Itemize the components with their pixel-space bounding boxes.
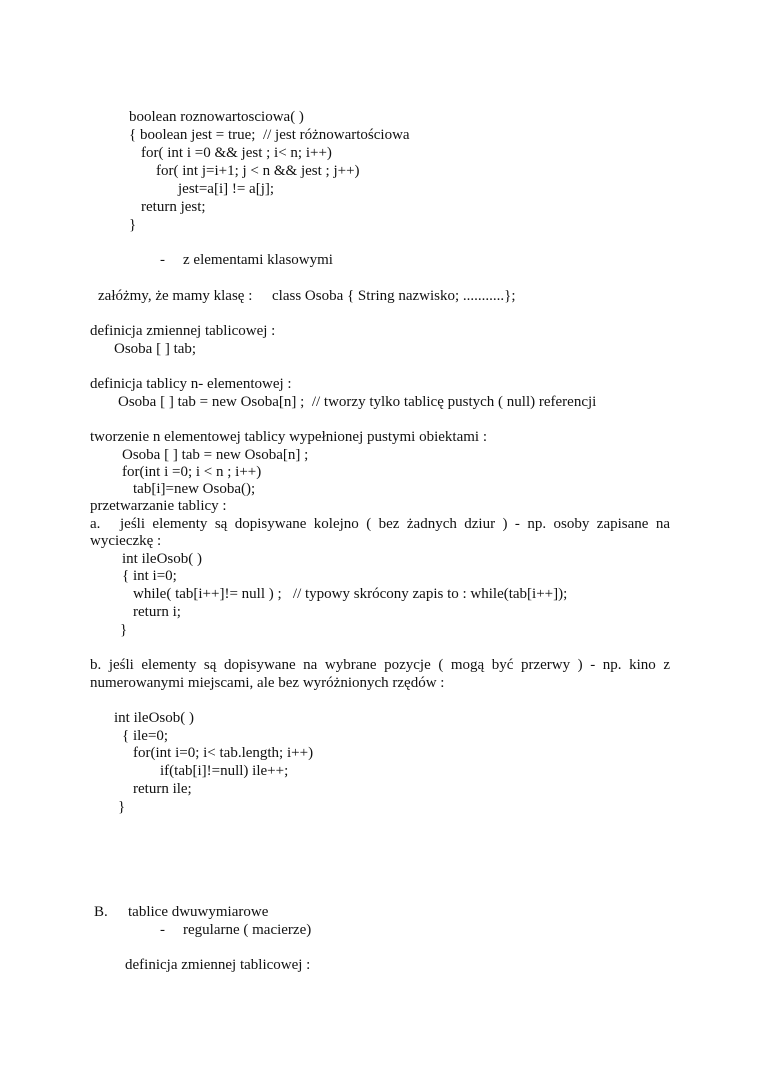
a-code-1: int ileOsob( ) — [122, 551, 202, 567]
item-a-text-line1: jeśli elementy są dopisywane kolejno ( bez żadnych dziur ) - np. osoby zapisane na — [120, 516, 670, 532]
item-b-text-line1: b. jeśli elementy są dopisywane na wybrane pozycje ( mogą być przerwy ) - np. kino z — [90, 657, 670, 673]
code-line-method1-signature: boolean roznowartosciowa( ) — [129, 109, 304, 125]
b-code-3: for(int i=0; i< tab.length; i++) — [133, 745, 314, 761]
creation-code-3: tab[i]=new Osoba(); — [133, 481, 256, 497]
var-def-heading: definicja zmiennej tablicowej : — [90, 323, 276, 339]
code-line-method1-2: { boolean jest = true; // jest różnowartościowa — [129, 127, 410, 143]
section-b-title: tablice dwuwymiarowe — [128, 904, 269, 920]
code-line-method1-6: return jest; — [141, 199, 206, 215]
b-code-2: { ile=0; — [122, 728, 169, 744]
creation-code-2: for(int i =0; i < n ; i++) — [122, 464, 262, 480]
b-code-1: int ileOsob( ) — [114, 710, 194, 726]
code-line-method1-4: for( int j=i+1; j < n && jest ; j++) — [156, 163, 360, 179]
bullet-dash: - — [160, 252, 165, 268]
creation-code-1: Osoba [ ] tab = new Osoba[n] ; — [122, 447, 309, 463]
section-b-label: B. — [94, 904, 108, 920]
processing-heading: przetwarzanie tablicy : — [90, 498, 227, 514]
a-code-2: { int i=0; — [122, 568, 177, 584]
bullet-class-elements: z elementami klasowymi — [183, 252, 333, 268]
b-code-4: if(tab[i]!=null) ile++; — [160, 763, 289, 779]
assume-text: załóżmy, że mamy klasę : — [98, 288, 253, 304]
section-b-bullet-text: regularne ( macierze) — [183, 922, 312, 938]
a-code-4: return i; — [133, 604, 181, 620]
code-line-method1-3: for( int i =0 && jest ; i< n; i++) — [141, 145, 332, 161]
a-code-5: } — [120, 622, 128, 638]
class-declaration: class Osoba { String nazwisko; ...........}; — [272, 288, 516, 304]
array-def-code: Osoba [ ] tab = new Osoba[n] ; // tworzy tylko tablicę pustych ( null) referencji — [118, 394, 597, 410]
b-code-6: } — [118, 799, 126, 815]
code-line-method1-5: jest=a[i] != a[j]; — [178, 181, 275, 197]
section-b-bullet-dash: - — [160, 922, 165, 938]
item-a-text-line2: wycieczkę : — [90, 533, 162, 549]
item-a-label: a. — [90, 516, 101, 532]
a-code-3: while( tab[i++]!= null ) ; // typowy skrócony zapis to : while(tab[i++]); — [133, 586, 568, 602]
item-b-text-line2: numerowanymi miejscami, ale bez wyróżnionych rzędów : — [90, 675, 445, 691]
code-line-method1-7: } — [129, 217, 137, 233]
creation-heading: tworzenie n elementowej tablicy wypełnionej pustymi obiektami : — [90, 429, 487, 445]
section-b-var-def-heading: definicja zmiennej tablicowej : — [125, 957, 311, 973]
array-def-heading: definicja tablicy n- elementowej : — [90, 376, 292, 392]
var-def-code: Osoba [ ] tab; — [114, 341, 197, 357]
b-code-5: return ile; — [133, 781, 192, 797]
